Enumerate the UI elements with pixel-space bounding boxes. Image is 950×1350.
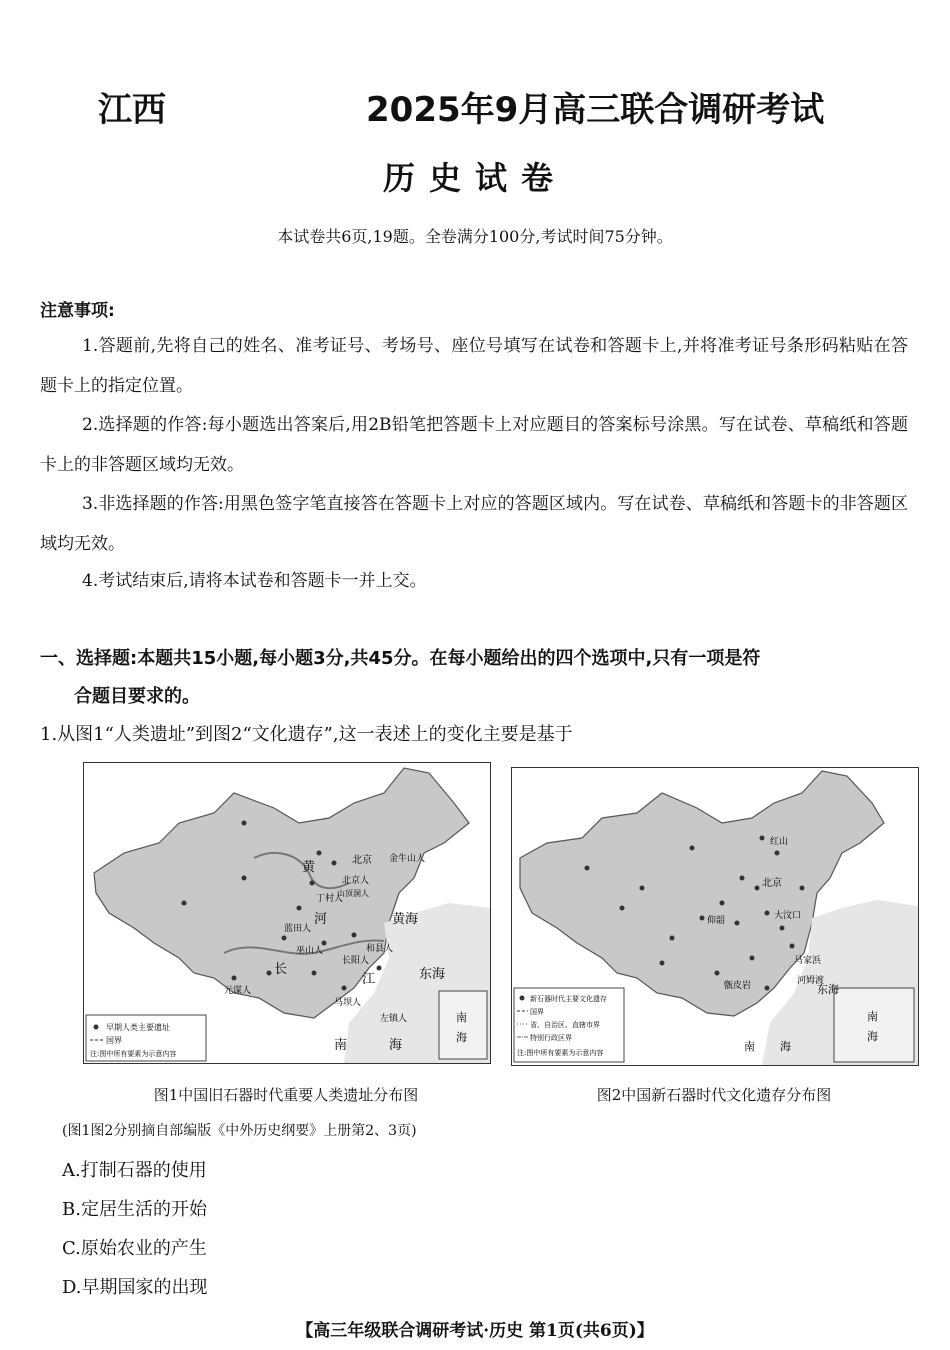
label-hai: 海	[389, 1038, 403, 1053]
question-stem: 1.从图1“人类遗址”到图2“文化遗存”,这一表述上的变化主要是基于	[40, 724, 573, 745]
option-d: D.早期国家的出现	[62, 1277, 208, 1298]
inset-nan: 南	[867, 1010, 878, 1023]
label-beijingren: 北京人	[342, 876, 370, 886]
label-beijing: 北京	[352, 855, 372, 866]
label-dawenkou: 大汶口	[774, 911, 802, 921]
label-maba: 马坝人	[334, 998, 362, 1008]
label-shandingdong: 山顶洞人	[337, 889, 369, 898]
label-huanghai: 黄海	[392, 912, 419, 927]
notice-heading: 注意事项:	[40, 301, 115, 321]
legend-border: 国界	[530, 1008, 544, 1016]
inset-hai: 海	[456, 1031, 467, 1044]
label-hongshan: 红山	[770, 837, 789, 847]
legend-province: 省、自治区、直辖市界	[530, 1021, 600, 1029]
legend-border: 国界	[106, 1036, 122, 1045]
figure-1-caption: 图1中国旧石器时代重要人类遗址分布图	[153, 1086, 419, 1104]
label-he: 河	[314, 912, 328, 927]
label-beijing: 北京	[762, 878, 782, 889]
option-b: B.定居生活的开始	[62, 1199, 207, 1220]
label-jiang: 江	[362, 972, 376, 987]
label-hexian: 和县人	[366, 944, 394, 954]
option-c: C.原始农业的产生	[62, 1238, 207, 1259]
section-heading	[40, 640, 910, 716]
label-huang: 黄	[302, 860, 316, 875]
label-chang: 长	[274, 962, 288, 977]
label-majiabang: 马家浜	[794, 956, 822, 966]
legend-note: 注:图中所有要素为示意内容	[90, 1050, 177, 1058]
exam-intro: 本试卷共6页,19题。全卷满分100分,考试时间75分钟。	[277, 227, 673, 246]
figure-source: (图1图2分别摘自部编版《中外历史纲要》上册第2、3页)	[62, 1123, 417, 1139]
exam-subject: 历史试卷	[382, 159, 567, 197]
label-yuanmou: 元谋人	[224, 986, 252, 996]
inset-hai: 海	[867, 1030, 878, 1043]
notice-item: 3.非选择题的作答:用黑色签字笔直接答在答题卡上对应的答题区域内。写在试卷、草稿纸和答题卡的非答题区域均无效。	[40, 494, 908, 554]
page-footer: 【高三年级联合调研考试·历史 第1页(共6页)】	[296, 1321, 654, 1341]
label-hai: 海	[780, 1040, 791, 1053]
legend-sites: 新石器时代主要文化遗存	[530, 995, 607, 1003]
notice-item: 4.考试结束后,请将本试卷和答题卡一并上交。	[82, 571, 427, 591]
section-heading-line1: 一、选择题:本题共15小题,每小题3分,共45分。在每小题给出的四个选项中,只有一项是符	[40, 648, 761, 669]
figure-2-caption: 图2中国新石器时代文化遗存分布图	[596, 1086, 832, 1104]
exam-title: 2025年9月高三联合调研考试	[366, 90, 825, 130]
inset-nan: 南	[456, 1011, 467, 1024]
label-changyang: 长阳人	[342, 956, 370, 966]
label-donghai: 东海	[817, 983, 839, 996]
label-nan: 南	[744, 1040, 755, 1053]
label-donghai: 东海	[419, 967, 446, 982]
label-lantian: 蓝田人	[284, 924, 312, 934]
label-yangshao: 仰韶	[707, 916, 726, 926]
label-hemudu: 河姆渡	[797, 976, 825, 986]
exam-region: 江西	[98, 90, 166, 130]
label-nan: 南	[334, 1038, 348, 1053]
figure-2-map	[511, 767, 919, 1066]
legend-sar: 特别行政区界	[530, 1034, 572, 1042]
south-sea-inset	[834, 988, 914, 1062]
label-jinniushan: 金牛山人	[389, 854, 426, 864]
figure-1-map	[83, 762, 491, 1064]
label-zengpiyan: 甑皮岩	[724, 981, 752, 991]
south-sea-inset	[439, 991, 487, 1059]
notice-item: 2.选择题的作答:每小题选出答案后,用2B铅笔把答题卡上对应题目的答案标号涂黑。写在试卷、草稿纸和答题卡上的非答题区域均无效。	[40, 415, 908, 475]
legend-sites: 早期人类主要遗址	[106, 1023, 170, 1032]
section-heading-line2: 合题目要求的。	[74, 686, 200, 707]
label-zuojiang: 左镇人	[380, 1014, 408, 1024]
legend-note: 注:图中所有要素为示意内容	[517, 1049, 604, 1057]
label-dingcun: 丁村人	[316, 894, 344, 904]
notice-item: 1.答题前,先将自己的姓名、准考证号、考场号、座位号填写在试卷和答题卡上,并将准考证号条形码粘贴在答题卡上的指定位置。	[40, 336, 908, 396]
label-wushan: 巫山人	[296, 946, 324, 956]
option-a: A.打制石器的使用	[62, 1160, 207, 1181]
